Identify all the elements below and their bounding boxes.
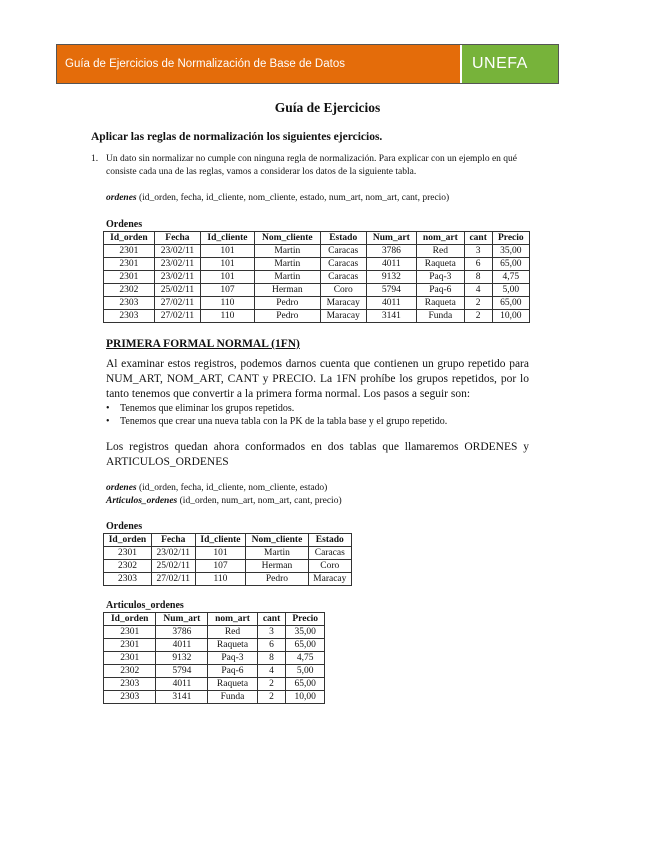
table-header-row xyxy=(104,613,325,626)
table-cell: 25/02/11 xyxy=(154,284,200,297)
table-cell: 3786 xyxy=(156,626,208,639)
table-cell: 9132 xyxy=(156,652,208,665)
table-cell: 65,00 xyxy=(286,639,325,652)
table-cell: 3 xyxy=(257,626,286,639)
table-row xyxy=(104,665,325,678)
schema-fields: (id_orden, num_art, nom_art, cant, precio) xyxy=(177,496,342,506)
table-cell: 35,00 xyxy=(492,245,529,258)
table-row xyxy=(104,547,352,560)
column-header: Precio xyxy=(286,613,325,626)
table-cell: 107 xyxy=(201,284,255,297)
table-cell: Maracay xyxy=(308,573,351,586)
column-header: Num_art xyxy=(366,232,416,245)
item-number: 1. xyxy=(91,154,99,164)
table-cell: Funda xyxy=(208,691,257,704)
table-cell: Raqueta xyxy=(416,258,464,271)
table-row xyxy=(104,573,352,586)
schema-name: ordenes xyxy=(106,483,137,493)
table-cell: Maracay xyxy=(320,297,366,310)
table-cell: 27/02/11 xyxy=(154,310,200,323)
table-row xyxy=(104,639,325,652)
table-cell: Paq-6 xyxy=(208,665,257,678)
schema-ordenes-unnormalized xyxy=(106,193,449,203)
table-cell: 101 xyxy=(201,271,255,284)
bullet-list xyxy=(106,402,447,428)
column-header: Id_cliente xyxy=(201,232,255,245)
table2-caption: Ordenes xyxy=(106,521,143,532)
column-header: Id_cliente xyxy=(195,534,246,547)
table-row xyxy=(104,652,325,665)
table-cell: Herman xyxy=(246,560,308,573)
table-cell: 2303 xyxy=(104,297,155,310)
table-cell: 2 xyxy=(464,297,492,310)
table-cell: 23/02/11 xyxy=(154,258,200,271)
schema-articulos-ordenes xyxy=(106,496,342,506)
table-cell: 2303 xyxy=(104,310,155,323)
table-cell: 3 xyxy=(464,245,492,258)
table-cell: 5,00 xyxy=(286,665,325,678)
table-cell: Funda xyxy=(416,310,464,323)
table-cell: Martin xyxy=(254,271,320,284)
schema-fields: (id_orden, fecha, id_cliente, nom_cliente, estado, num_art, nom_art, cant, precio) xyxy=(136,193,450,203)
table-cell: 4011 xyxy=(366,297,416,310)
table1-caption: Ordenes xyxy=(106,219,143,230)
table-cell: Raqueta xyxy=(208,639,257,652)
table-cell: Pedro xyxy=(254,310,320,323)
table-cell: 65,00 xyxy=(286,678,325,691)
table-row xyxy=(104,310,530,323)
column-header: Fecha xyxy=(151,534,195,547)
column-header: Estado xyxy=(308,534,351,547)
column-header: cant xyxy=(464,232,492,245)
table-cell: Paq-6 xyxy=(416,284,464,297)
table-cell: Caracas xyxy=(320,245,366,258)
table-cell: Martin xyxy=(254,245,320,258)
column-header: Id_orden xyxy=(104,534,152,547)
table-cell: 5794 xyxy=(156,665,208,678)
table-cell: 25/02/11 xyxy=(151,560,195,573)
table-cell: Pedro xyxy=(254,297,320,310)
table-row xyxy=(104,271,530,284)
table-cell: 65,00 xyxy=(492,258,529,271)
table-cell: Red xyxy=(208,626,257,639)
column-header: Num_art xyxy=(156,613,208,626)
table-cell: Martin xyxy=(246,547,308,560)
table-row xyxy=(104,245,530,258)
table-cell: Paq-3 xyxy=(208,652,257,665)
table-cell: 65,00 xyxy=(492,297,529,310)
column-header: Id_orden xyxy=(104,613,156,626)
table-cell: 8 xyxy=(257,652,286,665)
table-cell: 107 xyxy=(195,560,246,573)
table-cell: 6 xyxy=(464,258,492,271)
table-cell: 101 xyxy=(201,258,255,271)
table-cell: 2302 xyxy=(104,284,155,297)
column-header: Fecha xyxy=(154,232,200,245)
table-cell: 2301 xyxy=(104,639,156,652)
table-cell: Martin xyxy=(254,258,320,271)
table-row xyxy=(104,258,530,271)
table-cell: 2303 xyxy=(104,678,156,691)
table-cell: 5794 xyxy=(366,284,416,297)
schema-ordenes xyxy=(106,483,327,493)
table-cell: 4 xyxy=(257,665,286,678)
table-cell: 2301 xyxy=(104,626,156,639)
table-cell: 2 xyxy=(257,678,286,691)
schema-name: ordenes xyxy=(106,193,137,203)
table-cell: 110 xyxy=(201,310,255,323)
table-cell: 4011 xyxy=(366,258,416,271)
instruction-heading: Aplicar las reglas de normalización los siguientes ejercicios. xyxy=(91,131,383,143)
schema-name: Articulos_ordenes xyxy=(106,496,178,506)
table-cell: 4,75 xyxy=(492,271,529,284)
table-cell: 101 xyxy=(201,245,255,258)
table-ordenes-unnormalized xyxy=(103,231,530,323)
table-cell: 5,00 xyxy=(492,284,529,297)
table-cell: 8 xyxy=(464,271,492,284)
list-item-text: Tenemos que crear una nueva tabla con la PK de la tabla base y el grupo repetido. xyxy=(120,416,448,427)
table-cell: 2302 xyxy=(104,560,152,573)
table-cell: 6 xyxy=(257,639,286,652)
bullet-icon: • xyxy=(106,403,110,414)
header-brand: UNEFA xyxy=(462,45,558,83)
column-header: nom_art xyxy=(416,232,464,245)
table-cell: 4 xyxy=(464,284,492,297)
table-header-row xyxy=(104,232,530,245)
table-articulos-ordenes xyxy=(103,612,325,704)
table-cell: 35,00 xyxy=(286,626,325,639)
table-row xyxy=(104,626,325,639)
table-cell: 3786 xyxy=(366,245,416,258)
header-title: Guía de Ejercicios de Normalización de Base de Datos xyxy=(57,45,462,83)
column-header: Precio xyxy=(492,232,529,245)
table-cell: Pedro xyxy=(246,573,308,586)
table-row xyxy=(104,678,325,691)
table-cell: Raqueta xyxy=(208,678,257,691)
table-cell: 4,75 xyxy=(286,652,325,665)
bullet-icon: • xyxy=(106,416,110,427)
table-cell: Coro xyxy=(320,284,366,297)
table-cell: 3141 xyxy=(156,691,208,704)
column-header: nom_art xyxy=(208,613,257,626)
list-item xyxy=(106,402,447,415)
table-cell: 2301 xyxy=(104,245,155,258)
table-cell: 27/02/11 xyxy=(154,297,200,310)
table-cell: 2301 xyxy=(104,652,156,665)
table-cell: 27/02/11 xyxy=(151,573,195,586)
table-cell: Caracas xyxy=(308,547,351,560)
table-cell: 2 xyxy=(257,691,286,704)
table-cell: 23/02/11 xyxy=(151,547,195,560)
column-header: Nom_cliente xyxy=(246,534,308,547)
table-header-row xyxy=(104,534,352,547)
paragraph-1fn-explanation: Al examinar estos registros, podemos darnos cuenta que contienen un grupo repetido para NUM_ART, NOM_ART, CANT y PRECIO. La 1FN prohíbe los grupos repetidos, por lo tanto tenemos que convertir a la primera forma normal. Los pasos a seguir son: xyxy=(106,358,529,400)
column-header: Estado xyxy=(320,232,366,245)
schema-fields: (id_orden, fecha, id_cliente, nom_cliente, estado) xyxy=(136,483,328,493)
table-cell: 4011 xyxy=(156,678,208,691)
table-cell: Coro xyxy=(308,560,351,573)
table-cell: 2303 xyxy=(104,573,152,586)
table-cell: Paq-3 xyxy=(416,271,464,284)
table-cell: 10,00 xyxy=(492,310,529,323)
exercise-item-1 xyxy=(91,153,536,179)
table-ordenes xyxy=(103,533,352,586)
table-cell: 2301 xyxy=(104,258,155,271)
table-cell: 9132 xyxy=(366,271,416,284)
table-cell: 10,00 xyxy=(286,691,325,704)
table-row xyxy=(104,560,352,573)
table-cell: Red xyxy=(416,245,464,258)
table-cell: Caracas xyxy=(320,271,366,284)
list-item-text: Tenemos que eliminar los grupos repetidos. xyxy=(120,403,295,414)
list-item xyxy=(106,415,447,428)
table-cell: 110 xyxy=(195,573,246,586)
table-cell: 2302 xyxy=(104,665,156,678)
table-cell: Raqueta xyxy=(416,297,464,310)
table-cell: Herman xyxy=(254,284,320,297)
paragraph-two-tables: Los registros quedan ahora conformados en dos tablas que llamaremos ORDENES y ARTICULOS_ORDENES xyxy=(106,441,529,468)
table-cell: 3141 xyxy=(366,310,416,323)
column-header: Id_orden xyxy=(104,232,155,245)
page-header xyxy=(56,44,559,84)
column-header: Nom_cliente xyxy=(254,232,320,245)
table3-caption: Articulos_ordenes xyxy=(106,600,184,611)
section-heading-1fn: PRIMERA FORMAL NORMAL (1FN) xyxy=(106,338,300,350)
table-row xyxy=(104,297,530,310)
table-row xyxy=(104,284,530,297)
table-cell: 23/02/11 xyxy=(154,245,200,258)
column-header: cant xyxy=(257,613,286,626)
table-cell: 2301 xyxy=(104,547,152,560)
table-row xyxy=(104,691,325,704)
table-cell: 4011 xyxy=(156,639,208,652)
table-cell: 101 xyxy=(195,547,246,560)
table-cell: 2 xyxy=(464,310,492,323)
table-cell: 2303 xyxy=(104,691,156,704)
table-cell: Maracay xyxy=(320,310,366,323)
table-cell: 2301 xyxy=(104,271,155,284)
table-cell: 110 xyxy=(201,297,255,310)
table-cell: Caracas xyxy=(320,258,366,271)
item-text: Un dato sin normalizar no cumple con ninguna regla de normalización. Para explicar con un ejemplo en qué consiste cada una de las reglas, vamos a considerar los datos de la siguiente tabla. xyxy=(106,154,517,177)
document-title: Guía de Ejercicios xyxy=(274,100,381,115)
table-cell: 23/02/11 xyxy=(154,271,200,284)
